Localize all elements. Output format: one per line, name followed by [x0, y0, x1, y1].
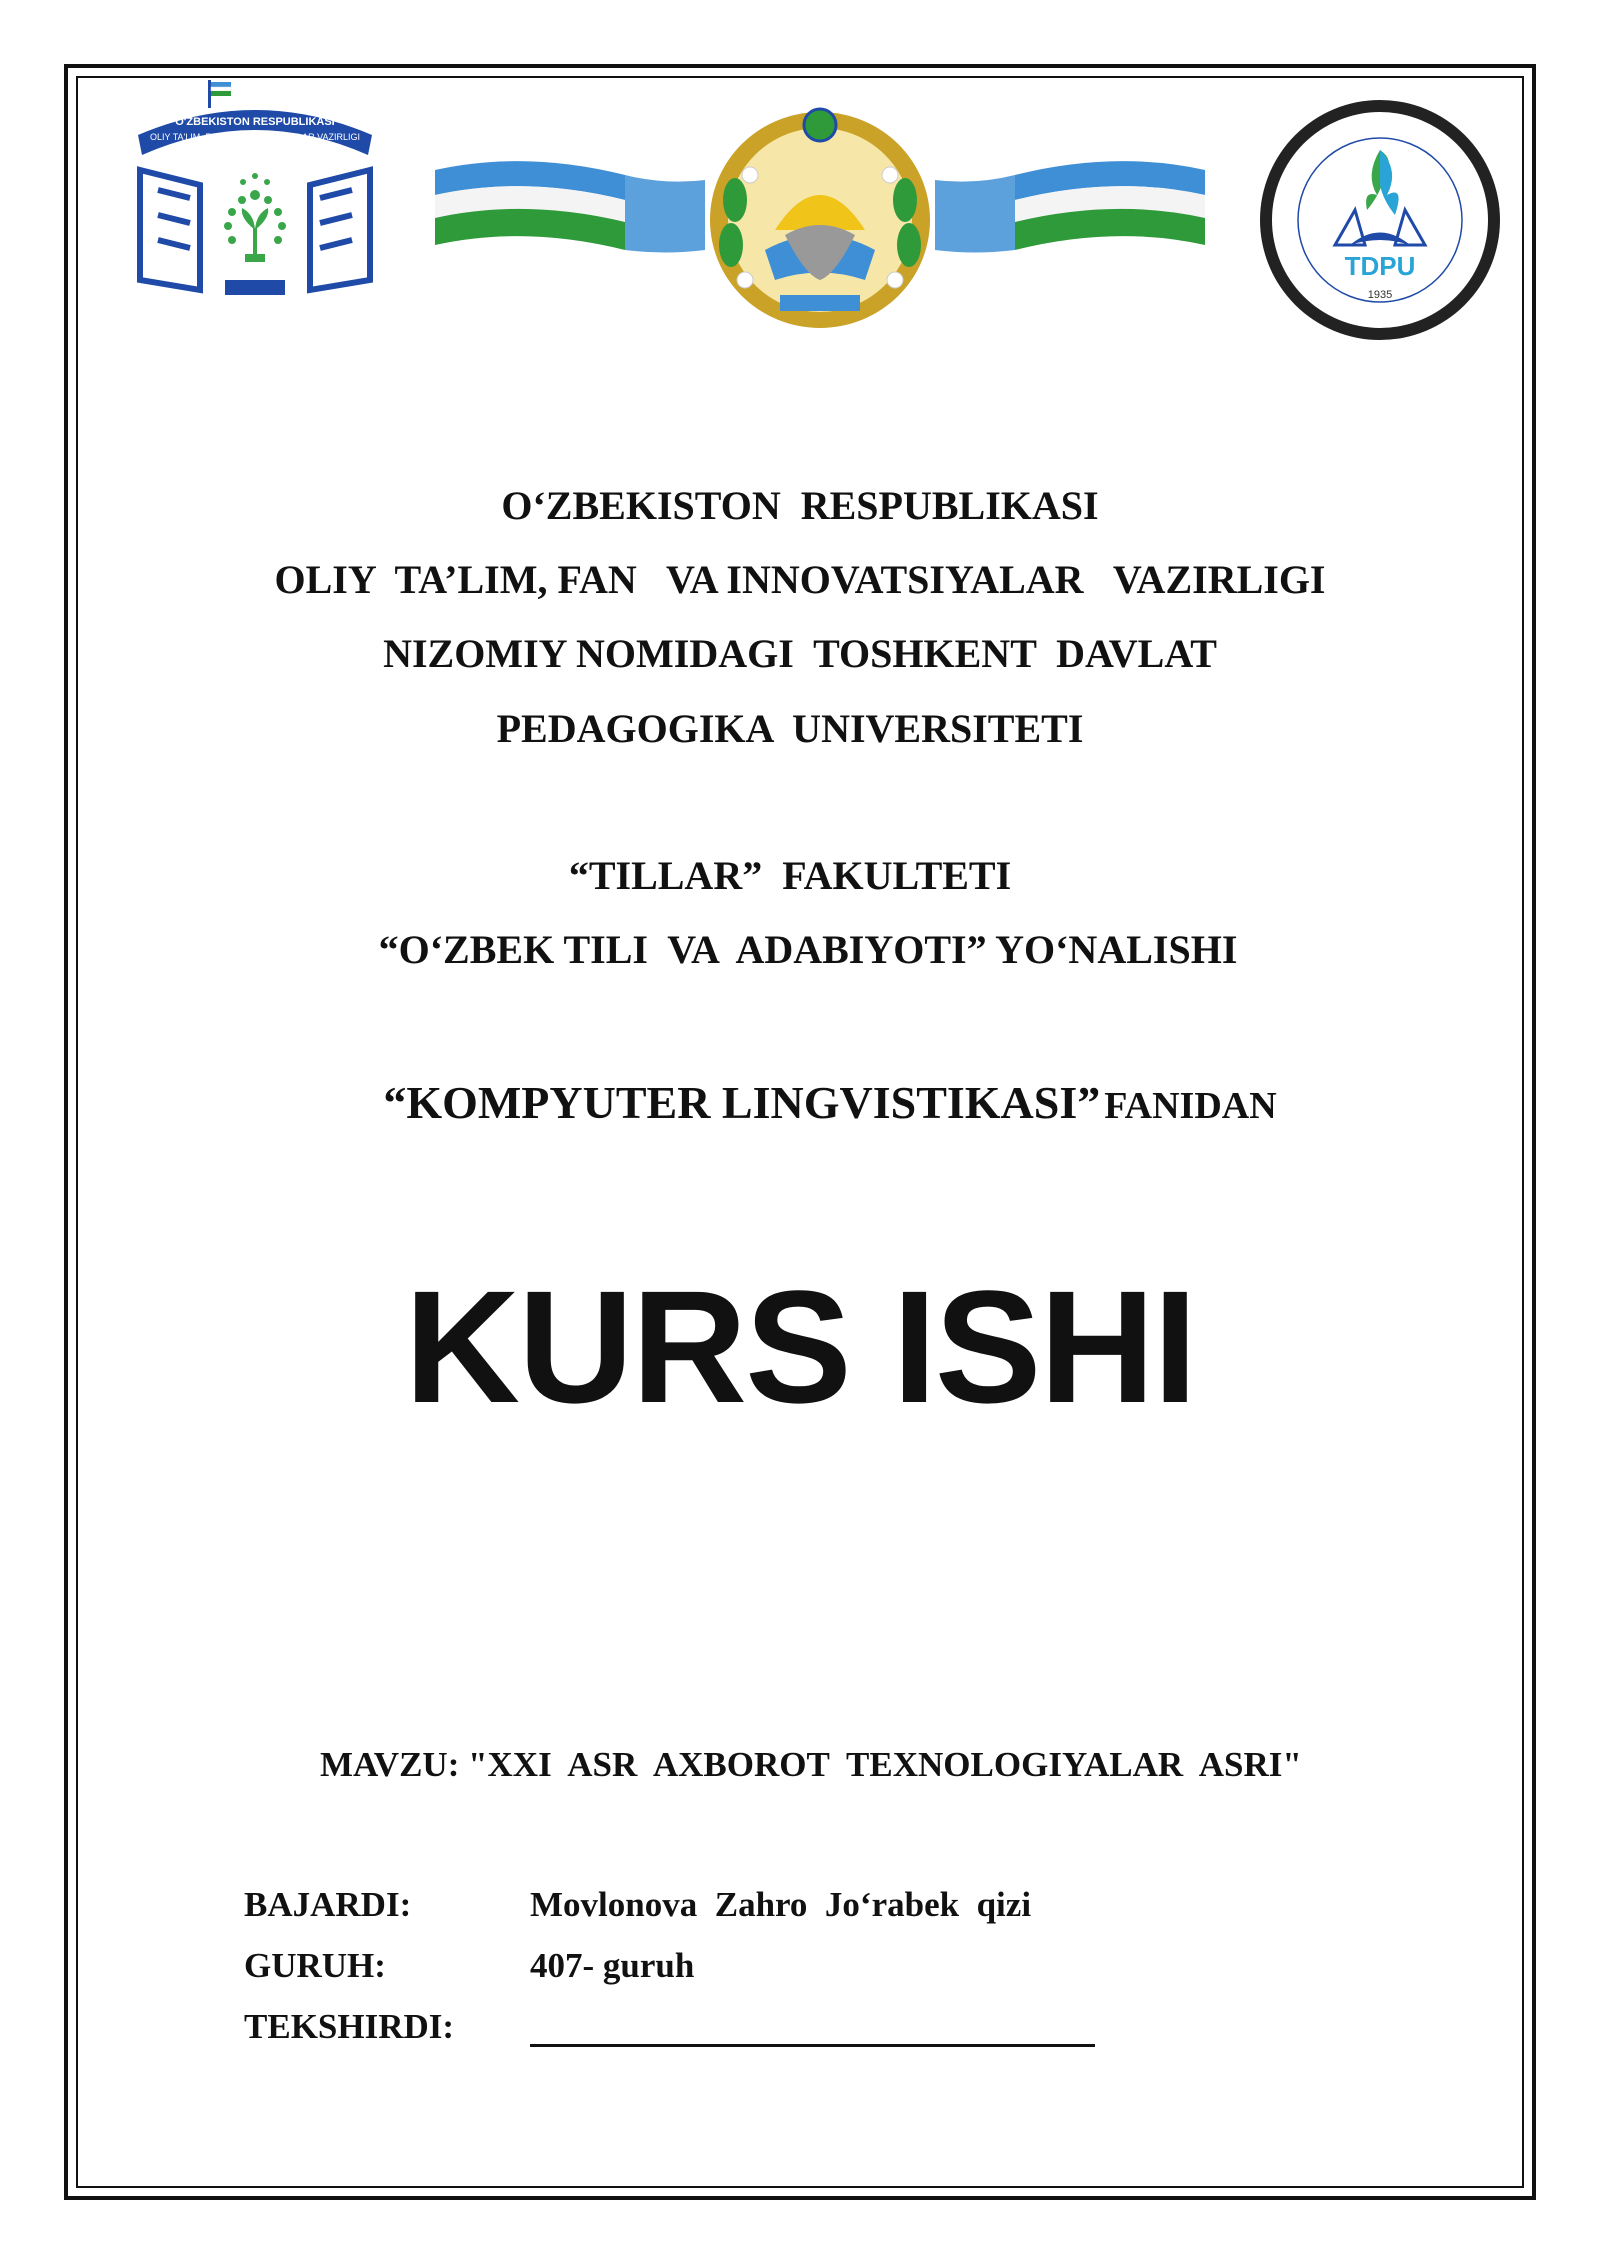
header-line-2: OLIY TA’LIM, FAN VA INNOVATSIYALAR VAZIRLIGI	[274, 557, 1326, 602]
done-by-value: Movlonova Zahro Jo‘rabek qizi	[530, 1885, 1032, 1924]
group-label: GURUH:	[244, 1946, 386, 1985]
page-border-inner	[76, 76, 1524, 2188]
university-logo-acronym: TDPU	[1344, 251, 1416, 281]
topic: MAVZU: "XXI ASR AXBOROT TEXNOLOGIYALAR ASRI"	[320, 1745, 1302, 1784]
faculty-line-2: “O‘ZBEK TILI VA ADABIYOTI” YO‘NALISHI	[378, 927, 1238, 972]
faculty-line-1: “TILLAR” FAKULTETI	[568, 853, 1012, 898]
header-line-4: PEDAGOGIKA UNIVERSITETI	[496, 706, 1084, 751]
header-line-1: O‘ZBEKISTON RESPUBLIKASI	[501, 483, 1099, 528]
done-by-label: BAJARDI:	[244, 1885, 412, 1924]
group-value: 407- guruh	[530, 1946, 695, 1985]
subject-suffix: FANIDAN	[1104, 1085, 1277, 1127]
svg-text:O'ZBEKISTON RESPUBLIKASI: O'ZBEKISTON RESPUBLIKASI	[175, 116, 335, 128]
university-logo	[1255, 95, 1505, 345]
document-title: KURS ISHI	[404, 1257, 1196, 1436]
university-logo-year: 1935	[1367, 289, 1393, 301]
signature-line	[530, 2044, 1095, 2047]
subject-name: “KOMPYUTER LINGVISTIKASI”	[383, 1077, 1101, 1128]
ministry-logo	[130, 80, 380, 315]
svg-text:OLIY TA'LIM, FAN VA INNOVATSIY: OLIY TA'LIM, FAN VA INNOVATSIYALAR VAZIRLIGI	[150, 132, 360, 142]
subject-line	[30, 1076, 1600, 1129]
header-line-3: NIZOMIY NOMIDAGI TOSHKENT DAVLAT	[383, 631, 1217, 676]
state-emblem	[435, 100, 1205, 330]
checked-by-label: TEKSHIRDI:	[244, 2007, 455, 2046]
